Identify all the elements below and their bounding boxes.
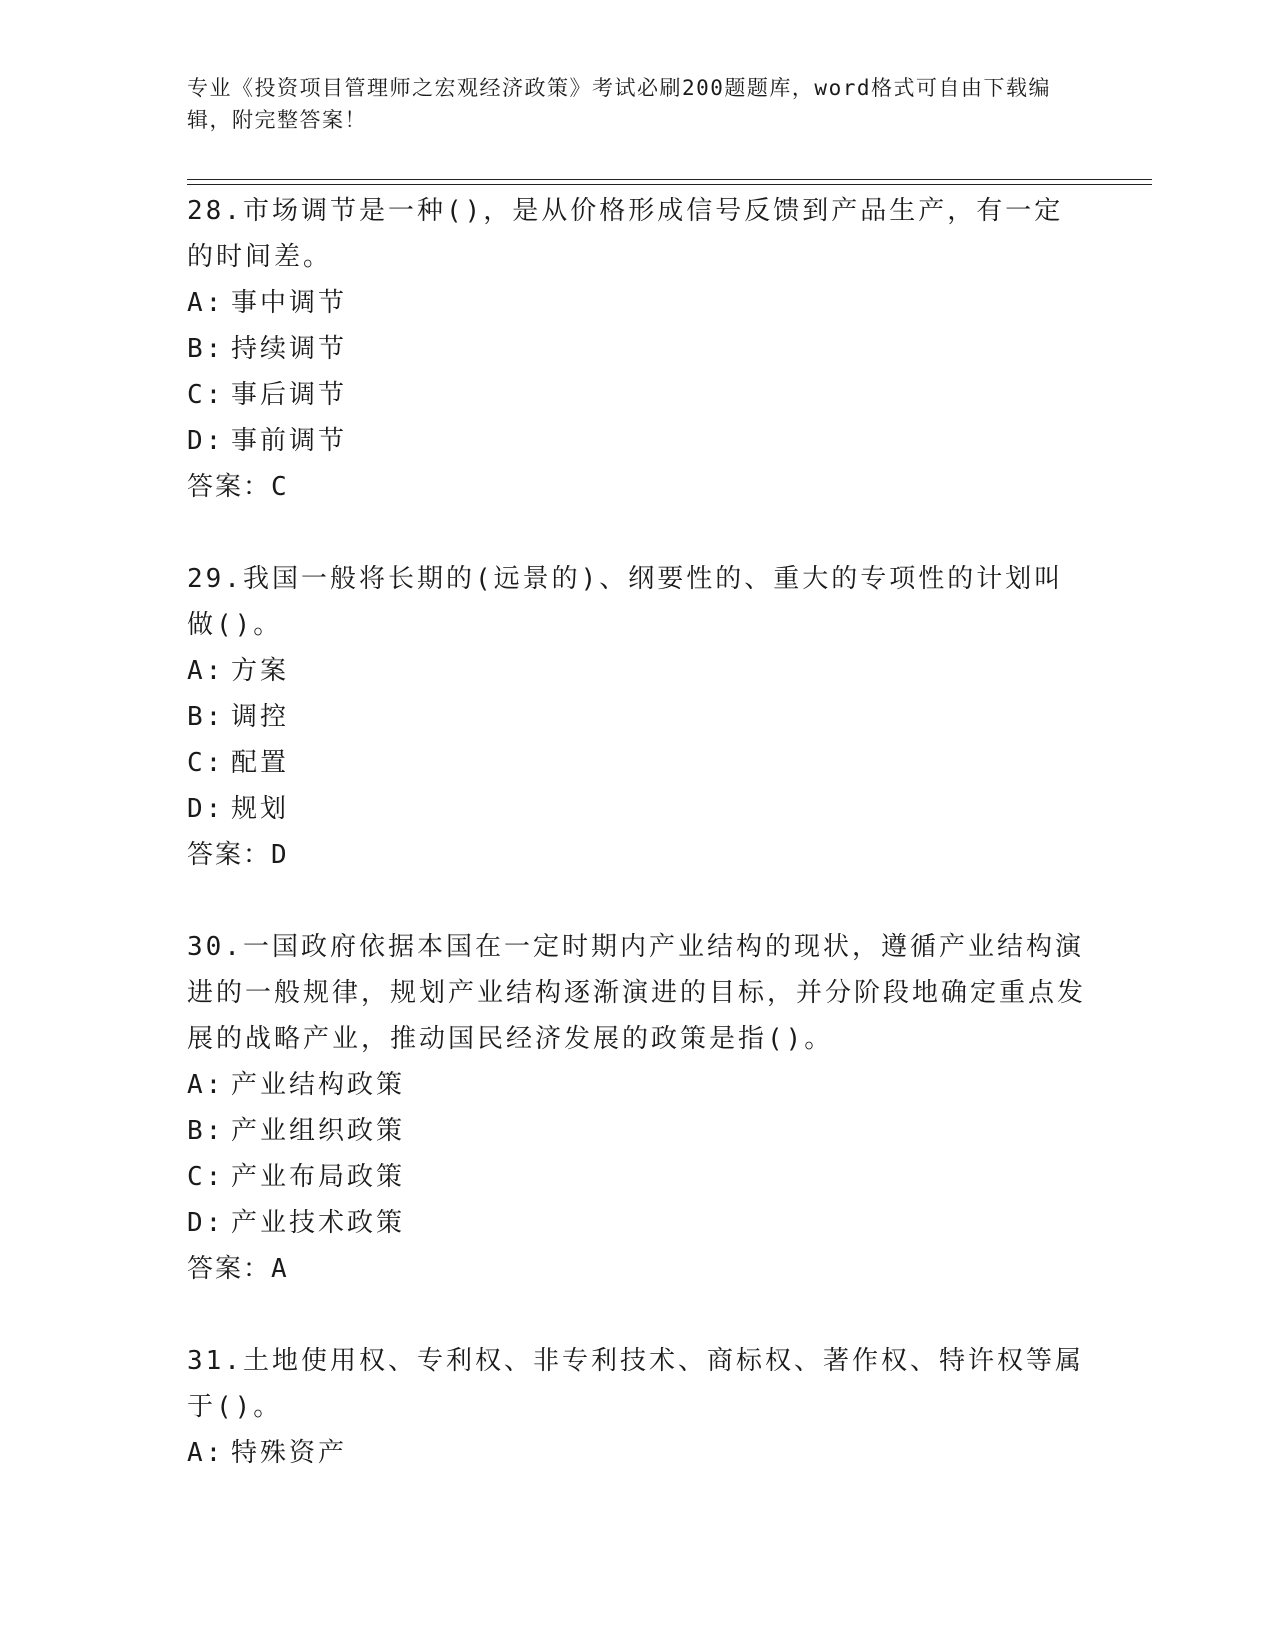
option-d	[187, 786, 1087, 832]
question-item	[187, 186, 1087, 510]
option-c	[187, 740, 1087, 786]
header-divider-top	[187, 179, 1152, 180]
question-item	[187, 554, 1087, 878]
option-text: 配置	[231, 748, 290, 778]
answer-line: 答案：C	[187, 472, 289, 502]
option-text: 特殊资产	[231, 1438, 348, 1468]
option-text: 产业结构政策	[231, 1070, 406, 1100]
option-a	[187, 280, 1087, 326]
option-text: 事前调节	[231, 426, 348, 456]
option-c	[187, 1154, 1087, 1200]
question-list	[187, 186, 1087, 1520]
question-item	[187, 922, 1087, 1292]
answer-line: 答案：D	[187, 840, 289, 870]
option-a	[187, 1430, 1087, 1476]
option-letter: B:	[187, 702, 225, 732]
option-letter: D:	[187, 1208, 225, 1238]
option-text: 方案	[231, 656, 290, 686]
option-text: 事后调节	[231, 380, 348, 410]
question-stem: 29.我国一般将长期的(远景的)、纲要性的、重大的专项性的计划叫做()。	[187, 564, 1064, 640]
option-text: 产业布局政策	[231, 1162, 406, 1192]
option-text: 产业技术政策	[231, 1208, 406, 1238]
option-b	[187, 326, 1087, 372]
option-c	[187, 372, 1087, 418]
option-letter: B:	[187, 334, 225, 364]
option-d	[187, 1200, 1087, 1246]
option-text: 调控	[231, 702, 290, 732]
option-letter: B:	[187, 1116, 225, 1146]
option-letter: A:	[187, 1070, 225, 1100]
option-b	[187, 1108, 1087, 1154]
question-stem: 28.市场调节是一种()，是从价格形成信号反馈到产品生产，有一定的时间差。	[187, 196, 1064, 272]
answer-line: 答案：A	[187, 1254, 289, 1284]
option-letter: C:	[187, 748, 225, 778]
question-stem: 30.一国政府依据本国在一定时期内产业结构的现状，遵循产业结构演进的一般规律，规划产业结构逐渐演进的目标，并分阶段地确定重点发展的战略产业，推动国民经济发展的政策是指()。	[187, 932, 1087, 1054]
option-text: 产业组织政策	[231, 1116, 406, 1146]
option-d	[187, 418, 1087, 464]
option-letter: D:	[187, 794, 225, 824]
question-item	[187, 1336, 1087, 1476]
option-b	[187, 694, 1087, 740]
option-text: 持续调节	[231, 334, 348, 364]
option-letter: A:	[187, 656, 225, 686]
option-letter: D:	[187, 426, 225, 456]
option-letter: A:	[187, 1438, 225, 1468]
option-letter: C:	[187, 380, 225, 410]
option-a	[187, 648, 1087, 694]
option-letter: C:	[187, 1162, 225, 1192]
option-text: 规划	[231, 794, 290, 824]
option-text: 事中调节	[231, 288, 348, 318]
document-header: 专业《投资项目管理师之宏观经济政策》考试必刷200题题库，word格式可自由下载编辑，附完整答案！	[187, 76, 1051, 132]
option-letter: A:	[187, 288, 225, 318]
question-stem: 31.土地使用权、专利权、非专利技术、商标权、著作权、特许权等属于()。	[187, 1346, 1084, 1422]
header-divider-bottom	[187, 184, 1152, 185]
option-a	[187, 1062, 1087, 1108]
